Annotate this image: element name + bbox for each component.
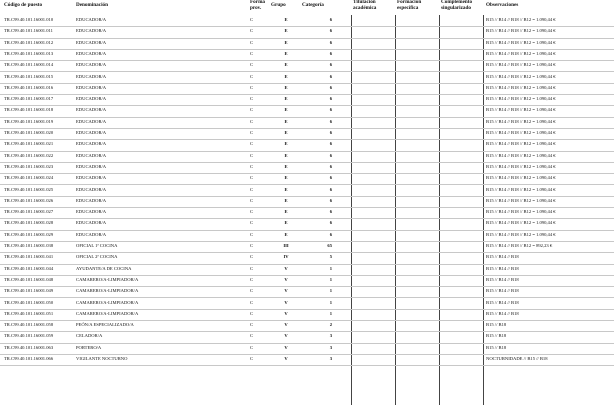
cell-observaciones: B15 // B14 // B18 // B12 = 1.090,44 € bbox=[486, 17, 556, 22]
cell-categoria: 6 bbox=[329, 197, 332, 203]
header-titulacion-line2: académica bbox=[353, 4, 377, 11]
cell-grupo: E bbox=[284, 130, 288, 135]
cell-forma: C bbox=[250, 209, 254, 215]
cell-denominacion: VIGILANTE NOCTURNO bbox=[76, 356, 128, 361]
cell-forma: C bbox=[250, 152, 254, 158]
cell-grupo: V bbox=[284, 344, 288, 350]
cell-categoria: 1 bbox=[329, 265, 332, 271]
cell-observaciones: B15 // B14 // B18 // B12 = 1.090,44 € bbox=[486, 231, 556, 237]
cell-observaciones: B15 // B14 // B18 // B12 = 1.090,44 € bbox=[486, 186, 556, 192]
cell-forma: C bbox=[250, 84, 254, 90]
header-complemento bbox=[441, 0, 472, 11]
cell-codigo: TR.C99.40.101.16001.049 bbox=[4, 288, 54, 294]
cell-grupo: E bbox=[284, 84, 288, 90]
cell-grupo: V bbox=[284, 322, 288, 328]
cell-denominacion: EDUCADOR/A bbox=[76, 141, 107, 147]
cell-codigo: TR.C99.40.101.16001.019 bbox=[4, 118, 54, 124]
cell-denominacion: EDUCADOR/A bbox=[76, 50, 107, 56]
cell-codigo: TR.C99.40.101.16001.026 bbox=[4, 197, 54, 203]
cell-denominacion: EDUCADOR/A bbox=[76, 73, 107, 79]
cell-denominacion: EDUCADOR/A bbox=[76, 96, 107, 102]
cell-forma: C bbox=[250, 310, 254, 316]
cell-forma: C bbox=[250, 163, 254, 169]
cell-observaciones: B15 // B14 // B18 bbox=[486, 310, 519, 316]
cell-denominacion: EDUCADOR/A bbox=[76, 152, 107, 158]
cell-observaciones: B15 // B14 // B18 bbox=[486, 254, 519, 260]
cell-forma: C bbox=[250, 62, 254, 68]
cell-categoria: 6 bbox=[329, 163, 332, 169]
header-forma bbox=[250, 0, 265, 11]
cell-grupo: E bbox=[284, 17, 288, 22]
cell-codigo: TR.C99.40.101.16001.028 bbox=[4, 220, 54, 226]
cell-codigo: TR.C99.40.101.16001.066 bbox=[4, 356, 54, 361]
header-titulacion bbox=[353, 0, 376, 11]
header-forma-line1: Forma bbox=[250, 0, 265, 5]
cell-grupo: E bbox=[284, 163, 288, 169]
cell-forma: C bbox=[250, 186, 254, 192]
cell-codigo: TR.C99.40.101.16001.016 bbox=[4, 84, 54, 90]
cell-observaciones: B15 // B14 // B18 // B12 = 1.090,44 € bbox=[486, 163, 556, 169]
cell-categoria: 3 bbox=[329, 344, 332, 350]
cell-observaciones: B15 // B14 // B18 bbox=[486, 299, 519, 305]
cell-codigo: TR.C99.40.101.16001.010 bbox=[4, 17, 54, 22]
cell-codigo: TR.C99.40.101.16001.013 bbox=[4, 50, 54, 56]
header-formacion-line1: Formación bbox=[397, 0, 422, 5]
cell-denominacion: EDUCADOR/A bbox=[76, 186, 107, 192]
cell-categoria: 6 bbox=[329, 73, 332, 79]
cell-grupo: E bbox=[284, 141, 288, 147]
cell-categoria: 6 bbox=[329, 231, 332, 237]
cell-codigo: TR.C99.40.101.16001.025 bbox=[4, 186, 54, 192]
cell-observaciones: B15 // B14 // B18 bbox=[486, 276, 519, 282]
cell-grupo: E bbox=[284, 73, 288, 79]
cell-codigo: TR.C99.40.101.16001.012 bbox=[4, 39, 54, 45]
cell-denominacion: EDUCADOR/A bbox=[76, 84, 107, 90]
cell-categoria: 6 bbox=[329, 84, 332, 90]
cell-codigo: TR.C99.40.101.16001.022 bbox=[4, 152, 54, 158]
cell-codigo: TR.C99.40.101.16001.027 bbox=[4, 209, 54, 215]
cell-denominacion: EDUCADOR/A bbox=[76, 220, 107, 226]
cell-observaciones: B15 // B14 // B18 // B12 = 1.090,44 € bbox=[486, 39, 556, 45]
cell-codigo: TR.C99.40.101.16001.020 bbox=[4, 130, 54, 135]
cell-denominacion: PEÓN/A ESPECIALIZADO/A bbox=[76, 322, 134, 328]
cell-forma: C bbox=[250, 288, 254, 294]
cell-denominacion: AYUDANTE/A DE COCINA bbox=[76, 265, 132, 271]
cell-forma: C bbox=[250, 231, 254, 237]
cell-categoria: 6 bbox=[329, 209, 332, 215]
cell-grupo: V bbox=[284, 310, 288, 316]
cell-grupo: V bbox=[284, 276, 288, 282]
cell-observaciones: B15 // B14 // B18 // B12 = 1.090,44 € bbox=[486, 141, 556, 147]
cell-categoria: 6 bbox=[329, 118, 332, 124]
cell-categoria: 65 bbox=[327, 243, 332, 248]
cell-observaciones: B15 // B14 // B18 // B12 = 1.090,44 € bbox=[486, 28, 556, 34]
cell-observaciones: B15 // B14 // B18 bbox=[486, 288, 519, 294]
cell-codigo: TR.C99.40.101.16001.024 bbox=[4, 175, 54, 181]
cell-denominacion: EDUCADOR/A bbox=[76, 118, 107, 124]
cell-categoria: 6 bbox=[329, 28, 332, 34]
cell-grupo: E bbox=[284, 197, 288, 203]
cell-forma: C bbox=[250, 197, 254, 203]
cell-categoria: 1 bbox=[329, 276, 332, 282]
header-titulacion-line1: Titulación bbox=[353, 0, 376, 5]
cell-categoria: 6 bbox=[329, 130, 332, 135]
cell-grupo: V bbox=[284, 356, 288, 361]
cell-grupo: IV bbox=[283, 254, 289, 260]
cell-categoria: 1 bbox=[329, 310, 332, 316]
cell-codigo: TR.C99.40.101.16001.063 bbox=[4, 344, 54, 350]
cell-forma: C bbox=[250, 243, 254, 248]
cell-categoria: 6 bbox=[329, 17, 332, 22]
cell-forma: C bbox=[250, 175, 254, 181]
cell-denominacion: EDUCADOR/A bbox=[76, 62, 107, 68]
cell-grupo: E bbox=[284, 186, 288, 192]
cell-forma: C bbox=[250, 39, 254, 45]
cell-codigo: TR.C99.40.101.16001.014 bbox=[4, 62, 54, 68]
cell-categoria: 6 bbox=[329, 50, 332, 56]
cell-forma: C bbox=[250, 28, 254, 34]
cell-categoria: 2 bbox=[329, 322, 332, 328]
cell-grupo: E bbox=[284, 96, 288, 102]
cell-grupo: E bbox=[284, 152, 288, 158]
cell-forma: C bbox=[250, 141, 254, 147]
cell-denominacion: EDUCADOR/A bbox=[76, 130, 107, 135]
cell-forma: C bbox=[250, 96, 254, 102]
cell-grupo: E bbox=[284, 175, 288, 181]
cell-codigo: TR.C99.40.101.16001.023 bbox=[4, 163, 54, 169]
header-observaciones: Observaciones bbox=[486, 2, 519, 8]
cell-codigo: TR.C99.40.101.16001.044 bbox=[4, 265, 54, 271]
cell-categoria: 6 bbox=[329, 141, 332, 147]
cell-forma: C bbox=[250, 50, 254, 56]
cell-categoria: 6 bbox=[329, 62, 332, 68]
cell-grupo: V bbox=[284, 333, 288, 339]
cell-codigo: TR.C99.40.101.16001.048 bbox=[4, 276, 54, 282]
cell-forma: C bbox=[250, 73, 254, 79]
cell-denominacion: EDUCADOR/A bbox=[76, 197, 107, 203]
cell-forma: C bbox=[250, 220, 254, 226]
cell-denominacion: EDUCADOR/A bbox=[76, 175, 107, 181]
header-formacion-line2: específica bbox=[397, 4, 419, 11]
cell-forma: C bbox=[250, 322, 254, 328]
cell-categoria: 1 bbox=[329, 288, 332, 294]
cell-forma: C bbox=[250, 130, 254, 135]
cell-grupo: V bbox=[284, 288, 288, 294]
cell-grupo: E bbox=[284, 62, 288, 68]
header-denominacion: Denominación bbox=[76, 2, 108, 8]
cell-forma: C bbox=[250, 265, 254, 271]
cell-grupo: E bbox=[284, 39, 288, 45]
cell-observaciones: B15 // B14 // B18 // B12 = 892,23 € bbox=[486, 243, 553, 248]
cell-observaciones: B15 // B14 // B18 // B12 = 1.090,44 € bbox=[486, 197, 556, 203]
cell-observaciones: B15 // B14 // B18 // B12 = 1.090,44 € bbox=[486, 62, 556, 68]
cell-grupo: E bbox=[284, 220, 288, 226]
cell-denominacion: CAMARERO/A-LIMPIADOR/A bbox=[76, 276, 139, 282]
cell-codigo: TR.C99.40.101.16001.029 bbox=[4, 231, 54, 237]
cell-codigo: TR.C99.40.101.16001.058 bbox=[4, 322, 54, 328]
cell-denominacion: EDUCADOR/A bbox=[76, 28, 107, 34]
header-formacion bbox=[397, 0, 421, 11]
cell-observaciones: B15 // B14 // B18 // B12 = 1.090,44 € bbox=[486, 118, 556, 124]
cell-observaciones: B15 // B18 bbox=[486, 333, 507, 339]
cell-grupo: V bbox=[284, 299, 288, 305]
cell-codigo: TR.C99.40.101.16001.050 bbox=[4, 299, 54, 305]
cell-denominacion: CAMARERO/A-LIMPIADOR/A bbox=[76, 310, 139, 316]
cell-denominacion: PORTERO/A bbox=[76, 344, 102, 350]
cell-forma: C bbox=[250, 118, 254, 124]
cell-denominacion: CAMARERO/A-LIMPIADOR/A bbox=[76, 288, 139, 294]
cell-grupo: E bbox=[284, 118, 288, 124]
cell-grupo: III bbox=[283, 243, 289, 248]
cell-denominacion: CAMARERO/A-LIMPIADOR/A bbox=[76, 299, 139, 305]
cell-denominacion: OFICIAL 2ª COCINA bbox=[76, 254, 118, 260]
cell-observaciones: B15 // B14 // B18 // B12 = 1.090,44 € bbox=[486, 209, 556, 215]
cell-codigo: TR.C99.40.101.16001.038 bbox=[4, 243, 54, 248]
cell-observaciones: B15 // B14 // B18 bbox=[486, 265, 519, 271]
cell-categoria: 6 bbox=[329, 220, 332, 226]
cell-observaciones: B15 // B14 // B18 // B12 = 1.090,44 € bbox=[486, 50, 556, 56]
cell-categoria: 6 bbox=[329, 39, 332, 45]
cell-observaciones: B15 // B14 // B18 // B12 = 1.090,44 € bbox=[486, 84, 556, 90]
cell-denominacion: OFICIAL 1ª COCINA bbox=[76, 243, 118, 248]
cell-categoria: 6 bbox=[329, 152, 332, 158]
cell-forma: C bbox=[250, 356, 254, 361]
cell-denominacion: CELADOR/A bbox=[76, 333, 103, 339]
cell-categoria: 1 bbox=[329, 299, 332, 305]
cell-codigo: TR.C99.40.101.16001.021 bbox=[4, 141, 54, 147]
cell-observaciones: B15 // B14 // B18 // B12 = 1.090,44 € bbox=[486, 175, 556, 181]
cell-codigo: TR.C99.40.101.16001.015 bbox=[4, 73, 54, 79]
cell-grupo: E bbox=[284, 231, 288, 237]
cell-grupo: V bbox=[284, 265, 288, 271]
cell-observaciones: B15 // B14 // B18 // B12 = 1.090,44 € bbox=[486, 96, 556, 102]
cell-denominacion: EDUCADOR/A bbox=[76, 39, 107, 45]
cell-categoria: 6 bbox=[329, 107, 332, 113]
cell-grupo: E bbox=[284, 209, 288, 215]
header-grupo: Grupo bbox=[271, 2, 286, 8]
cell-observaciones: B15 // B14 // B18 // B12 = 1.090,44 € bbox=[486, 152, 556, 158]
cell-codigo: TR.C99.40.101.16001.018 bbox=[4, 107, 54, 113]
header-categoria: Categoría bbox=[302, 2, 324, 8]
cell-observaciones: B15 // B14 // B18 // B12 = 1.090,44 € bbox=[486, 130, 556, 135]
cell-categoria: 3 bbox=[329, 333, 332, 339]
cell-denominacion: EDUCADOR/A bbox=[76, 163, 107, 169]
cell-categoria: 3 bbox=[329, 356, 332, 361]
cell-codigo: TR.C99.40.101.16001.041 bbox=[4, 254, 54, 260]
cell-observaciones: B15 // B18 bbox=[486, 322, 507, 328]
cell-denominacion: EDUCADOR/A bbox=[76, 17, 107, 22]
cell-observaciones: B15 // B14 // B18 // B12 = 1.090,44 € bbox=[486, 107, 556, 113]
cell-denominacion: EDUCADOR/A bbox=[76, 209, 107, 215]
cell-grupo: E bbox=[284, 28, 288, 34]
cell-denominacion: EDUCADOR/A bbox=[76, 231, 107, 237]
cell-forma: C bbox=[250, 299, 254, 305]
cell-categoria: 6 bbox=[329, 175, 332, 181]
header-complemento-line1: Complemento bbox=[441, 0, 473, 5]
cell-codigo: TR.C99.40.101.16001.011 bbox=[4, 28, 53, 34]
cell-forma: C bbox=[250, 333, 254, 339]
cell-codigo: TR.C99.40.101.16001.017 bbox=[4, 96, 54, 102]
table-row bbox=[0, 354, 614, 366]
cell-codigo: TR.C99.40.101.16001.059 bbox=[4, 333, 54, 339]
cell-denominacion: EDUCADOR/A bbox=[76, 107, 107, 113]
header-codigo: Código de puesto bbox=[4, 2, 43, 8]
cell-forma: C bbox=[250, 107, 254, 113]
cell-categoria: 6 bbox=[329, 96, 332, 102]
cell-forma: C bbox=[250, 344, 254, 350]
cell-forma: C bbox=[250, 17, 254, 22]
cell-forma: C bbox=[250, 276, 254, 282]
cell-forma: C bbox=[250, 254, 254, 260]
cell-categoria: 5 bbox=[329, 254, 332, 260]
cell-observaciones: B15 // B18 bbox=[486, 344, 507, 350]
cell-grupo: E bbox=[284, 107, 288, 113]
cell-observaciones: NOCTURNIDADE // B15 // B18 bbox=[486, 356, 548, 361]
cell-observaciones: B15 // B14 // B18 // B12 = 1.090,44 € bbox=[486, 220, 556, 226]
header-complemento-line2: singularizado bbox=[441, 4, 471, 11]
cell-observaciones: B15 // B14 // B18 // B12 = 1.090,44 € bbox=[486, 73, 556, 79]
header-forma-line2: prov. bbox=[250, 4, 262, 11]
cell-codigo: TR.C99.40.101.16001.051 bbox=[4, 310, 54, 316]
cell-grupo: E bbox=[284, 50, 288, 56]
cell-categoria: 6 bbox=[329, 186, 332, 192]
